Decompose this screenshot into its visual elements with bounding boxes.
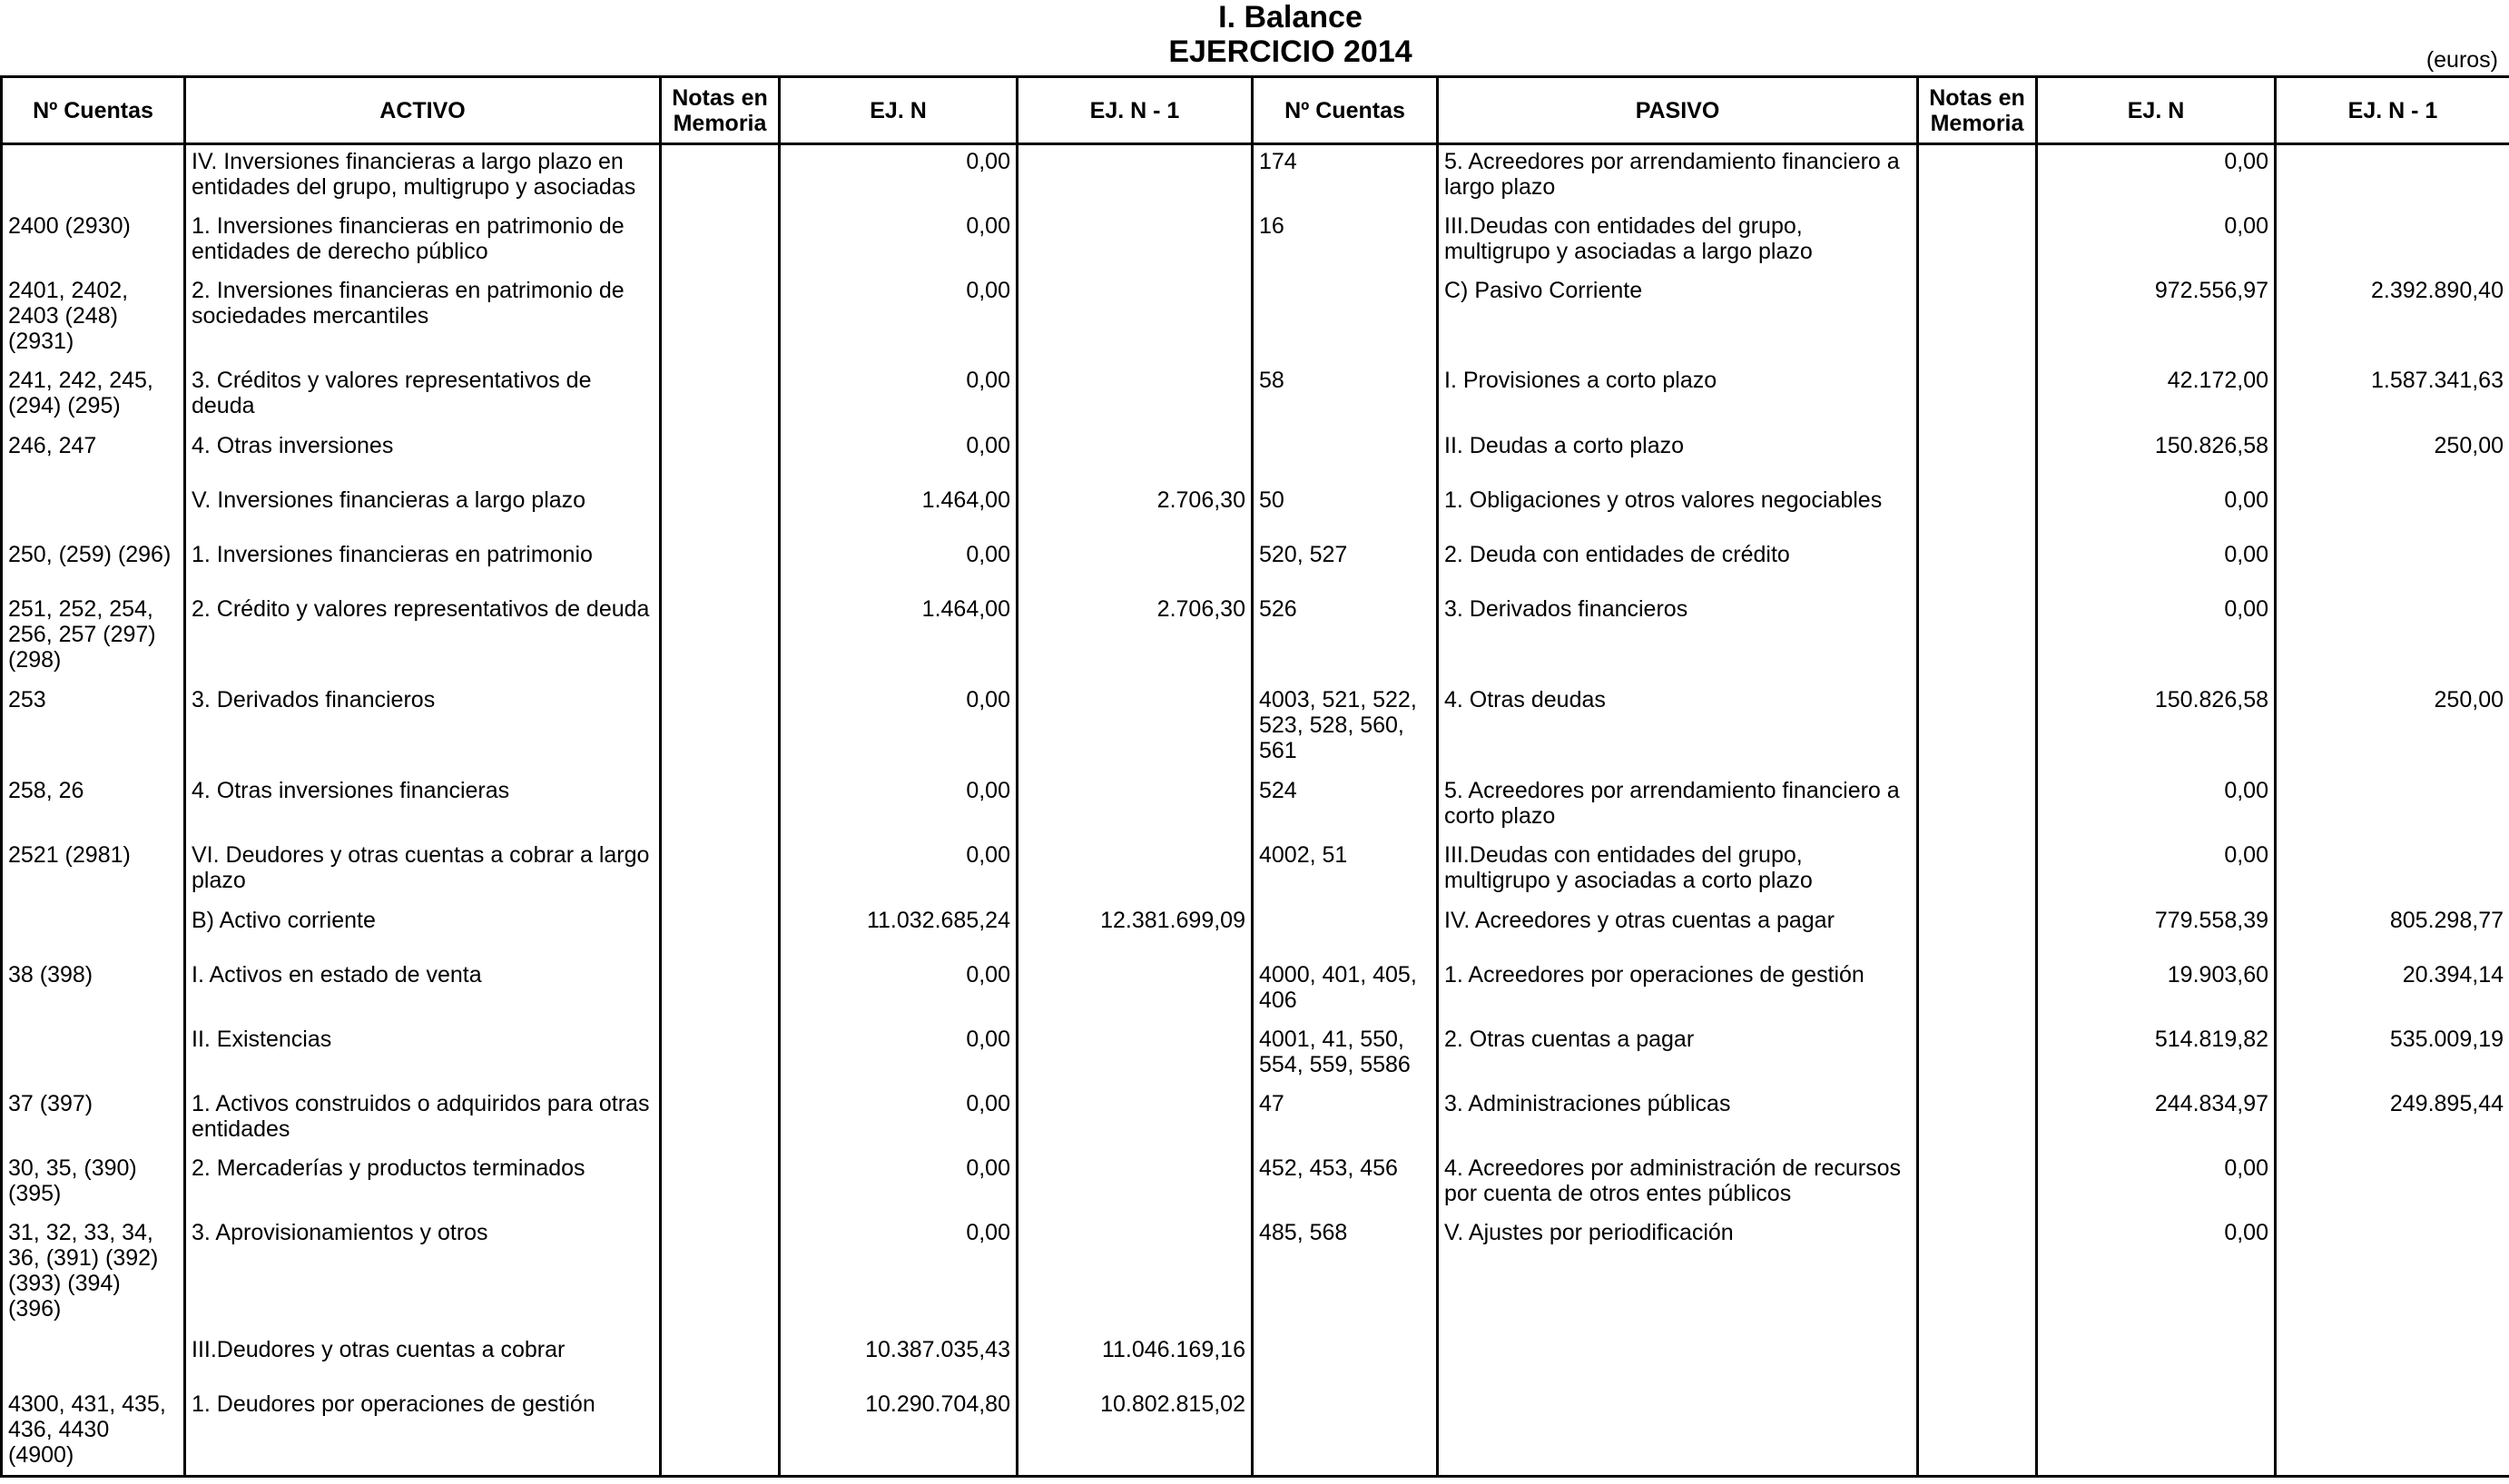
table-row [2, 1152, 2509, 1216]
table-row [2, 683, 2509, 774]
header-ejn-activo: EJ. N [780, 77, 1018, 144]
table-row [2, 904, 2509, 958]
cell-activo: 1. Deudores por operaciones de gestión [185, 1388, 661, 1477]
cell-ejn1-pasivo [2276, 1152, 2509, 1216]
cell-notas-activo [661, 774, 780, 839]
cell-ejn-activo: 0,00 [780, 274, 1018, 364]
table-row [2, 429, 2509, 484]
cell-activo: 2. Crédito y valores representativos de deuda [185, 593, 661, 683]
cell-pasivo: 5. Acreedores por arrendamiento financiero a corto plazo [1438, 774, 1918, 839]
cell-ejn1-pasivo: 535.009,19 [2276, 1023, 2509, 1087]
table-row [2, 1333, 2509, 1388]
cell-cuentas-activo: 31, 32, 33, 34, 36, (391) (392) (393) (394) (396) [2, 1216, 185, 1333]
cell-notas-pasivo [1918, 538, 2037, 593]
cell-pasivo: 4. Otras deudas [1438, 683, 1918, 774]
header-ejn-pasivo: EJ. N [2037, 77, 2276, 144]
cell-ejn1-activo [1018, 683, 1253, 774]
table-row [2, 774, 2509, 839]
cell-cuentas-activo [2, 904, 185, 958]
cell-cuentas-activo [2, 484, 185, 538]
cell-pasivo: I. Provisiones a corto plazo [1438, 364, 1918, 429]
cell-ejn1-activo [1018, 774, 1253, 839]
cell-ejn-activo: 0,00 [780, 210, 1018, 274]
cell-cuentas-pasivo [1253, 274, 1438, 364]
cell-ejn-activo: 0,00 [780, 1216, 1018, 1333]
cell-notas-activo [661, 1087, 780, 1152]
cell-notas-activo [661, 210, 780, 274]
header-notas-pasivo: Notas en Memoria [1918, 77, 2037, 144]
table-row [2, 144, 2509, 210]
cell-ejn1-activo [1018, 538, 1253, 593]
cell-ejn1-activo [1018, 958, 1253, 1023]
cell-notas-pasivo [1918, 774, 2037, 839]
cell-ejn1-pasivo [2276, 484, 2509, 538]
cell-ejn1-pasivo: 20.394,14 [2276, 958, 2509, 1023]
cell-ejn1-pasivo: 250,00 [2276, 683, 2509, 774]
cell-ejn1-pasivo: 2.392.890,40 [2276, 274, 2509, 364]
cell-ejn-activo: 1.464,00 [780, 593, 1018, 683]
cell-activo: 2. Mercaderías y productos terminados [185, 1152, 661, 1216]
cell-pasivo: 2. Deuda con entidades de crédito [1438, 538, 1918, 593]
cell-ejn1-pasivo [2276, 774, 2509, 839]
cell-ejn1-activo: 11.046.169,16 [1018, 1333, 1253, 1388]
cell-ejn-pasivo: 150.826,58 [2037, 429, 2276, 484]
cell-activo: 3. Aprovisionamientos y otros [185, 1216, 661, 1333]
cell-ejn1-pasivo [2276, 1333, 2509, 1388]
table-row [2, 1216, 2509, 1333]
cell-ejn-activo: 0,00 [780, 683, 1018, 774]
cell-notas-activo [661, 593, 780, 683]
cell-notas-pasivo [1918, 683, 2037, 774]
cell-activo: 1. Activos construidos o adquiridos para otras entidades [185, 1087, 661, 1152]
cell-ejn-activo: 1.464,00 [780, 484, 1018, 538]
cell-ejn-activo: 0,00 [780, 774, 1018, 839]
cell-notas-pasivo [1918, 364, 2037, 429]
cell-ejn-pasivo: 0,00 [2037, 484, 2276, 538]
cell-cuentas-pasivo: 520, 527 [1253, 538, 1438, 593]
cell-ejn-pasivo: 0,00 [2037, 210, 2276, 274]
cell-ejn-activo: 0,00 [780, 144, 1018, 210]
cell-ejn1-activo [1018, 839, 1253, 904]
cell-notas-pasivo [1918, 144, 2037, 210]
cell-cuentas-pasivo: 174 [1253, 144, 1438, 210]
cell-ejn1-pasivo [2276, 1388, 2509, 1477]
page-title: I. Balance [1218, 0, 1363, 34]
cell-activo: 3. Derivados financieros [185, 683, 661, 774]
cell-cuentas-activo [2, 1023, 185, 1087]
cell-notas-pasivo [1918, 210, 2037, 274]
cell-cuentas-pasivo: 485, 568 [1253, 1216, 1438, 1333]
cell-ejn1-pasivo: 1.587.341,63 [2276, 364, 2509, 429]
cell-ejn-activo: 10.387.035,43 [780, 1333, 1018, 1388]
cell-cuentas-activo: 258, 26 [2, 774, 185, 839]
cell-cuentas-activo: 2521 (2981) [2, 839, 185, 904]
cell-cuentas-pasivo: 452, 453, 456 [1253, 1152, 1438, 1216]
cell-activo: 1. Inversiones financieras en patrimonio [185, 538, 661, 593]
cell-pasivo: 4. Acreedores por administración de recursos por cuenta de otros entes públicos [1438, 1152, 1918, 1216]
cell-notas-pasivo [1918, 1152, 2037, 1216]
cell-cuentas-activo: 38 (398) [2, 958, 185, 1023]
cell-ejn-activo: 0,00 [780, 839, 1018, 904]
table-row [2, 538, 2509, 593]
cell-notas-activo [661, 1388, 780, 1477]
cell-activo: VI. Deudores y otras cuentas a cobrar a largo plazo [185, 839, 661, 904]
balance-table [0, 75, 2509, 1478]
cell-ejn1-pasivo [2276, 144, 2509, 210]
cell-cuentas-pasivo [1253, 1333, 1438, 1388]
cell-pasivo: 1. Acreedores por operaciones de gestión [1438, 958, 1918, 1023]
cell-notas-activo [661, 1216, 780, 1333]
cell-ejn1-activo: 2.706,30 [1018, 593, 1253, 683]
cell-notas-activo [661, 484, 780, 538]
cell-cuentas-pasivo: 16 [1253, 210, 1438, 274]
cell-notas-activo [661, 1152, 780, 1216]
cell-ejn-pasivo: 0,00 [2037, 1152, 2276, 1216]
cell-activo: V. Inversiones financieras a largo plazo [185, 484, 661, 538]
header-activo: ACTIVO [185, 77, 661, 144]
cell-activo: 1. Inversiones financieras en patrimonio de entidades de derecho público [185, 210, 661, 274]
cell-cuentas-pasivo: 58 [1253, 364, 1438, 429]
table-row [2, 364, 2509, 429]
cell-pasivo: 2. Otras cuentas a pagar [1438, 1023, 1918, 1087]
cell-pasivo: 3. Administraciones públicas [1438, 1087, 1918, 1152]
cell-cuentas-pasivo [1253, 904, 1438, 958]
cell-notas-pasivo [1918, 1216, 2037, 1333]
table-row [2, 593, 2509, 683]
table-row [2, 1388, 2509, 1477]
cell-cuentas-activo: 251, 252, 254, 256, 257 (297) (298) [2, 593, 185, 683]
cell-pasivo: 1. Obligaciones y otros valores negociables [1438, 484, 1918, 538]
cell-ejn1-activo [1018, 364, 1253, 429]
header-cuentas-pasivo: Nº Cuentas [1253, 77, 1438, 144]
cell-notas-activo [661, 364, 780, 429]
cell-notas-pasivo [1918, 904, 2037, 958]
cell-ejn-pasivo: 779.558,39 [2037, 904, 2276, 958]
table-row [2, 1087, 2509, 1152]
cell-pasivo [1438, 1333, 1918, 1388]
cell-cuentas-pasivo: 47 [1253, 1087, 1438, 1152]
cell-notas-activo [661, 958, 780, 1023]
cell-activo: 4. Otras inversiones financieras [185, 774, 661, 839]
cell-ejn-pasivo: 514.819,82 [2037, 1023, 2276, 1087]
cell-ejn-pasivo: 150.826,58 [2037, 683, 2276, 774]
cell-cuentas-pasivo: 4001, 41, 550, 554, 559, 5586 [1253, 1023, 1438, 1087]
cell-notas-pasivo [1918, 839, 2037, 904]
table-row [2, 274, 2509, 364]
table-body [2, 144, 2509, 1477]
cell-ejn1-activo [1018, 1087, 1253, 1152]
cell-ejn-pasivo: 42.172,00 [2037, 364, 2276, 429]
cell-cuentas-activo: 30, 35, (390) (395) [2, 1152, 185, 1216]
cell-ejn-pasivo [2037, 1333, 2276, 1388]
units-label: (euros) [2425, 47, 2498, 73]
cell-pasivo: V. Ajustes por periodificación [1438, 1216, 1918, 1333]
cell-cuentas-activo: 4300, 431, 435, 436, 4430 (4900) [2, 1388, 185, 1477]
cell-ejn1-pasivo: 250,00 [2276, 429, 2509, 484]
cell-notas-pasivo [1918, 1023, 2037, 1087]
cell-cuentas-pasivo: 526 [1253, 593, 1438, 683]
cell-ejn1-activo [1018, 429, 1253, 484]
cell-ejn-activo: 0,00 [780, 364, 1018, 429]
cell-ejn-activo: 0,00 [780, 429, 1018, 484]
cell-pasivo: 5. Acreedores por arrendamiento financiero a largo plazo [1438, 144, 1918, 210]
cell-notas-activo [661, 144, 780, 210]
cell-notas-pasivo [1918, 1087, 2037, 1152]
table-row [2, 210, 2509, 274]
cell-cuentas-activo: 2400 (2930) [2, 210, 185, 274]
cell-cuentas-pasivo: 4000, 401, 405, 406 [1253, 958, 1438, 1023]
cell-ejn-pasivo: 19.903,60 [2037, 958, 2276, 1023]
cell-ejn-pasivo: 972.556,97 [2037, 274, 2276, 364]
cell-cuentas-pasivo: 50 [1253, 484, 1438, 538]
cell-ejn1-pasivo [2276, 1216, 2509, 1333]
cell-notas-activo [661, 683, 780, 774]
cell-ejn-pasivo: 0,00 [2037, 839, 2276, 904]
cell-ejn1-activo [1018, 210, 1253, 274]
cell-activo: 4. Otras inversiones [185, 429, 661, 484]
cell-ejn1-pasivo [2276, 839, 2509, 904]
cell-pasivo: III.Deudas con entidades del grupo, multigrupo y asociadas a corto plazo [1438, 839, 1918, 904]
cell-cuentas-pasivo: 4002, 51 [1253, 839, 1438, 904]
table-row [2, 958, 2509, 1023]
cell-ejn1-activo [1018, 274, 1253, 364]
cell-ejn-pasivo [2037, 1388, 2276, 1477]
page-subtitle: EJERCICIO 2014 [1168, 34, 1412, 69]
cell-cuentas-pasivo: 524 [1253, 774, 1438, 839]
cell-notas-pasivo [1918, 484, 2037, 538]
header-pasivo: PASIVO [1438, 77, 1918, 144]
cell-ejn1-pasivo [2276, 210, 2509, 274]
cell-pasivo: IV. Acreedores y otras cuentas a pagar [1438, 904, 1918, 958]
cell-notas-activo [661, 1023, 780, 1087]
cell-ejn1-activo: 12.381.699,09 [1018, 904, 1253, 958]
cell-cuentas-activo [2, 1333, 185, 1388]
cell-cuentas-activo: 253 [2, 683, 185, 774]
cell-pasivo [1438, 1388, 1918, 1477]
cell-ejn-activo: 0,00 [780, 1087, 1018, 1152]
cell-cuentas-activo: 241, 242, 245, (294) (295) [2, 364, 185, 429]
cell-activo: 2. Inversiones financieras en patrimonio de sociedades mercantiles [185, 274, 661, 364]
cell-activo: I. Activos en estado de venta [185, 958, 661, 1023]
header-notas-activo: Notas en Memoria [661, 77, 780, 144]
header-ejn1-pasivo: EJ. N - 1 [2276, 77, 2509, 144]
cell-ejn1-activo: 2.706,30 [1018, 484, 1253, 538]
cell-ejn-activo: 0,00 [780, 538, 1018, 593]
header-ejn1-activo: EJ. N - 1 [1018, 77, 1253, 144]
cell-ejn-pasivo: 0,00 [2037, 1216, 2276, 1333]
cell-cuentas-activo [2, 144, 185, 210]
cell-ejn-pasivo: 0,00 [2037, 593, 2276, 683]
cell-activo: IV. Inversiones financieras a largo plazo en entidades del grupo, multigrupo y asociadas [185, 144, 661, 210]
cell-notas-activo [661, 274, 780, 364]
cell-ejn-pasivo: 244.834,97 [2037, 1087, 2276, 1152]
cell-ejn1-pasivo [2276, 538, 2509, 593]
cell-pasivo: III.Deudas con entidades del grupo, multigrupo y asociadas a largo plazo [1438, 210, 1918, 274]
cell-cuentas-activo: 37 (397) [2, 1087, 185, 1152]
cell-ejn1-activo [1018, 1216, 1253, 1333]
cell-notas-activo [661, 904, 780, 958]
cell-pasivo: C) Pasivo Corriente [1438, 274, 1918, 364]
cell-activo: B) Activo corriente [185, 904, 661, 958]
cell-ejn1-activo [1018, 1152, 1253, 1216]
cell-ejn-activo: 0,00 [780, 958, 1018, 1023]
cell-notas-activo [661, 1333, 780, 1388]
cell-ejn-activo: 11.032.685,24 [780, 904, 1018, 958]
table-row [2, 484, 2509, 538]
cell-ejn-activo: 10.290.704,80 [780, 1388, 1018, 1477]
cell-notas-activo [661, 839, 780, 904]
table-row [2, 1023, 2509, 1087]
header-row [2, 77, 2509, 144]
cell-ejn1-activo: 10.802.815,02 [1018, 1388, 1253, 1477]
cell-ejn-pasivo: 0,00 [2037, 774, 2276, 839]
cell-ejn1-pasivo: 805.298,77 [2276, 904, 2509, 958]
cell-cuentas-pasivo: 4003, 521, 522, 523, 528, 560, 561 [1253, 683, 1438, 774]
cell-cuentas-pasivo [1253, 429, 1438, 484]
cell-notas-pasivo [1918, 1388, 2037, 1477]
cell-ejn1-activo [1018, 144, 1253, 210]
cell-ejn1-activo [1018, 1023, 1253, 1087]
cell-cuentas-pasivo [1253, 1388, 1438, 1477]
cell-cuentas-activo: 2401, 2402, 2403 (248) (2931) [2, 274, 185, 364]
cell-cuentas-activo: 246, 247 [2, 429, 185, 484]
cell-ejn-pasivo: 0,00 [2037, 144, 2276, 210]
cell-notas-activo [661, 429, 780, 484]
header-cuentas-activo: Nº Cuentas [2, 77, 185, 144]
cell-notas-pasivo [1918, 958, 2037, 1023]
cell-ejn-pasivo: 0,00 [2037, 538, 2276, 593]
cell-ejn-activo: 0,00 [780, 1152, 1018, 1216]
cell-pasivo: II. Deudas a corto plazo [1438, 429, 1918, 484]
cell-pasivo: 3. Derivados financieros [1438, 593, 1918, 683]
cell-ejn-activo: 0,00 [780, 1023, 1018, 1087]
cell-cuentas-activo: 250, (259) (296) [2, 538, 185, 593]
cell-ejn1-pasivo: 249.895,44 [2276, 1087, 2509, 1152]
cell-activo: II. Existencias [185, 1023, 661, 1087]
cell-ejn1-pasivo [2276, 593, 2509, 683]
cell-notas-activo [661, 538, 780, 593]
cell-notas-pasivo [1918, 429, 2037, 484]
cell-notas-pasivo [1918, 593, 2037, 683]
cell-activo: 3. Créditos y valores representativos de deuda [185, 364, 661, 429]
cell-notas-pasivo [1918, 1333, 2037, 1388]
cell-notas-pasivo [1918, 274, 2037, 364]
table-row [2, 839, 2509, 904]
cell-activo: III.Deudores y otras cuentas a cobrar [185, 1333, 661, 1388]
